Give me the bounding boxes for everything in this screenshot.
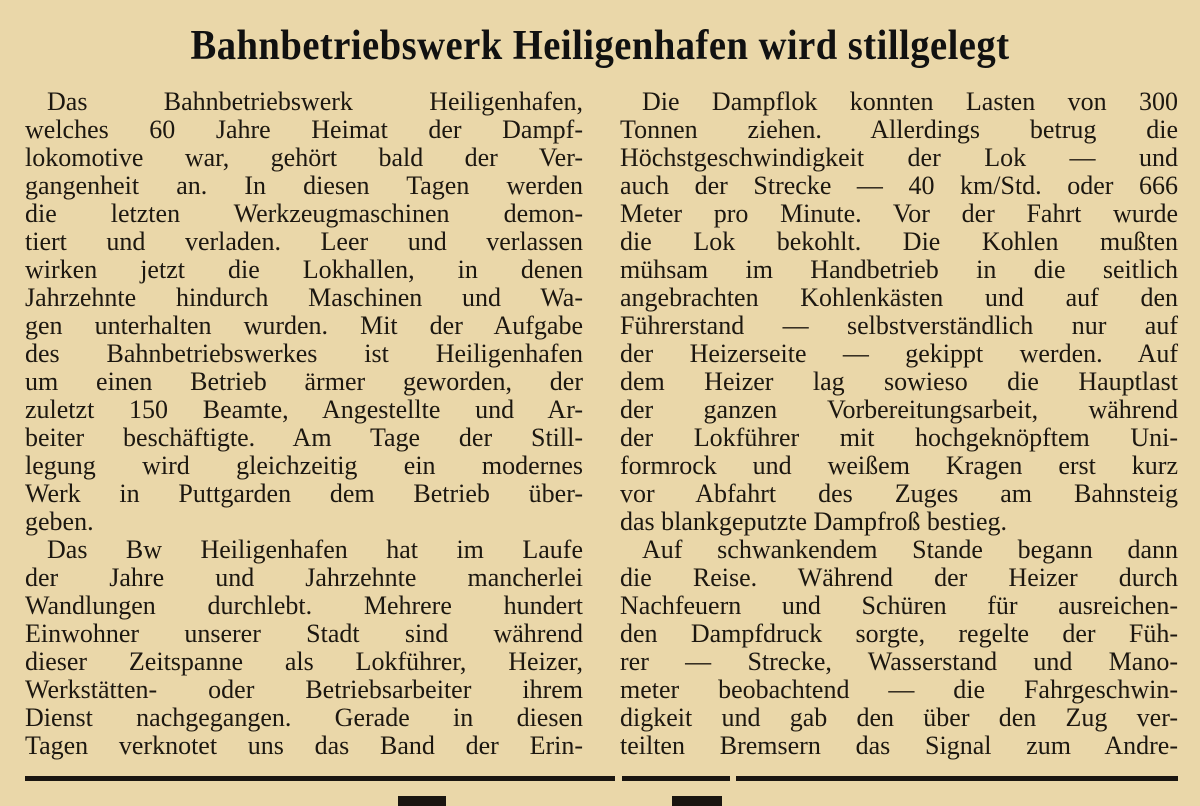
text-line: auch der Strecke — 40 km/Std. oder 666 [620,171,1178,200]
text-line: Dienst nachgegangen. Gerade in diesen [25,703,583,732]
text-line: dieser Zeitspanne als Lokführer, Heizer, [25,647,583,676]
article-column-right [620,88,1178,760]
text-line: vor Abfahrt des Zuges am Bahnsteig [620,479,1178,508]
text-line: die letzten Werkzeugmaschinen demon- [25,199,583,228]
cut-off-heading-fragment [672,796,722,806]
text-line: den Dampfdruck sorgte, regelte der Füh- [620,619,1178,648]
text-line: Tagen verknotet uns das Band der Erin- [25,731,583,760]
text-line: Einwohner unserer Stadt sind während [25,619,583,648]
text-line: geben. [25,507,94,536]
text-line: angebrachten Kohlenkästen und auf den [620,283,1178,312]
text-line: lokomotive war, gehört bald der Ver- [25,143,583,172]
text-line: um einen Betrieb ärmer geworden, der [25,367,583,396]
text-line: meter beobachtend — die Fahrgeschwin- [620,675,1178,704]
text-line: Werk in Puttgarden dem Betrieb über- [25,479,583,508]
text-line: wirken jetzt die Lokhallen, in denen [25,255,583,284]
text-line: Höchstgeschwindigkeit der Lok — und [620,143,1178,172]
text-line: tiert und verladen. Leer und verlassen [25,227,583,256]
text-line: legung wird gleichzeitig ein modernes [25,451,583,480]
text-line: das blankgeputzte Dampfroß bestieg. [620,507,1007,536]
text-line: Auf schwankendem Stande begann dann [642,535,1178,564]
text-line: Die Dampflok konnten Lasten von 300 [642,87,1178,116]
text-line: der Heizerseite — gekippt werden. Auf [620,339,1178,368]
text-line: Wandlungen durchlebt. Mehrere hundert [25,591,583,620]
text-line: Führerstand — selbstverständlich nur auf [620,311,1178,340]
text-line: Jahrzehnte hindurch Maschinen und Wa- [25,283,583,312]
text-line: Nachfeuern und Schüren für ausreichen- [620,591,1178,620]
text-line: rer — Strecke, Wasserstand und Mano- [620,647,1178,676]
text-line: mühsam im Handbetrieb in die seitlich [620,255,1178,284]
text-line: beiter beschäftigte. Am Tage der Still- [25,423,583,452]
text-line: Meter pro Minute. Vor der Fahrt wurde [620,199,1178,228]
text-line: digkeit und gab den über den Zug ver- [620,703,1178,732]
text-line: gen unterhalten wurden. Mit der Aufgabe [25,311,583,340]
text-line: dem Heizer lag sowieso die Hauptlast [620,367,1178,396]
text-line: der ganzen Vorbereitungsarbeit, während [620,395,1178,424]
text-line: des Bahnbetriebswerkes ist Heiligenhafen [25,339,583,368]
text-line: gangenheit an. In diesen Tagen werden [25,171,583,200]
article-column-left [25,88,583,760]
text-line: welches 60 Jahre Heimat der Dampf- [25,115,583,144]
text-line: der Lokführer mit hochgeknöpftem Uni- [620,423,1178,452]
text-line: teilten Bremsern das Signal zum Andre- [620,731,1178,760]
text-line: Tonnen ziehen. Allerdings betrug die [620,115,1178,144]
text-line: zuletzt 150 Beamte, Angestellte und Ar- [25,395,583,424]
text-line: Werkstätten- oder Betriebsarbeiter ihrem [25,675,583,704]
column-rule-right [736,776,1178,781]
column-rule-middle [622,776,730,781]
text-line: der Jahre und Jahrzehnte mancherlei [25,563,583,592]
text-line: Das Bahnbetriebswerk Heiligenhafen, [47,87,583,116]
cut-off-heading-fragment [398,796,446,806]
column-rule-left [25,776,615,781]
headline: Bahnbetriebswerk Heiligenhafen wird stillgelegt [190,23,1010,69]
text-line: formrock und weißem Kragen erst kurz [620,451,1178,480]
text-line: die Lok bekohlt. Die Kohlen mußten [620,227,1178,256]
text-line: die Reise. Während der Heizer durch [620,563,1178,592]
text-line: Das Bw Heiligenhafen hat im Laufe [47,535,583,564]
